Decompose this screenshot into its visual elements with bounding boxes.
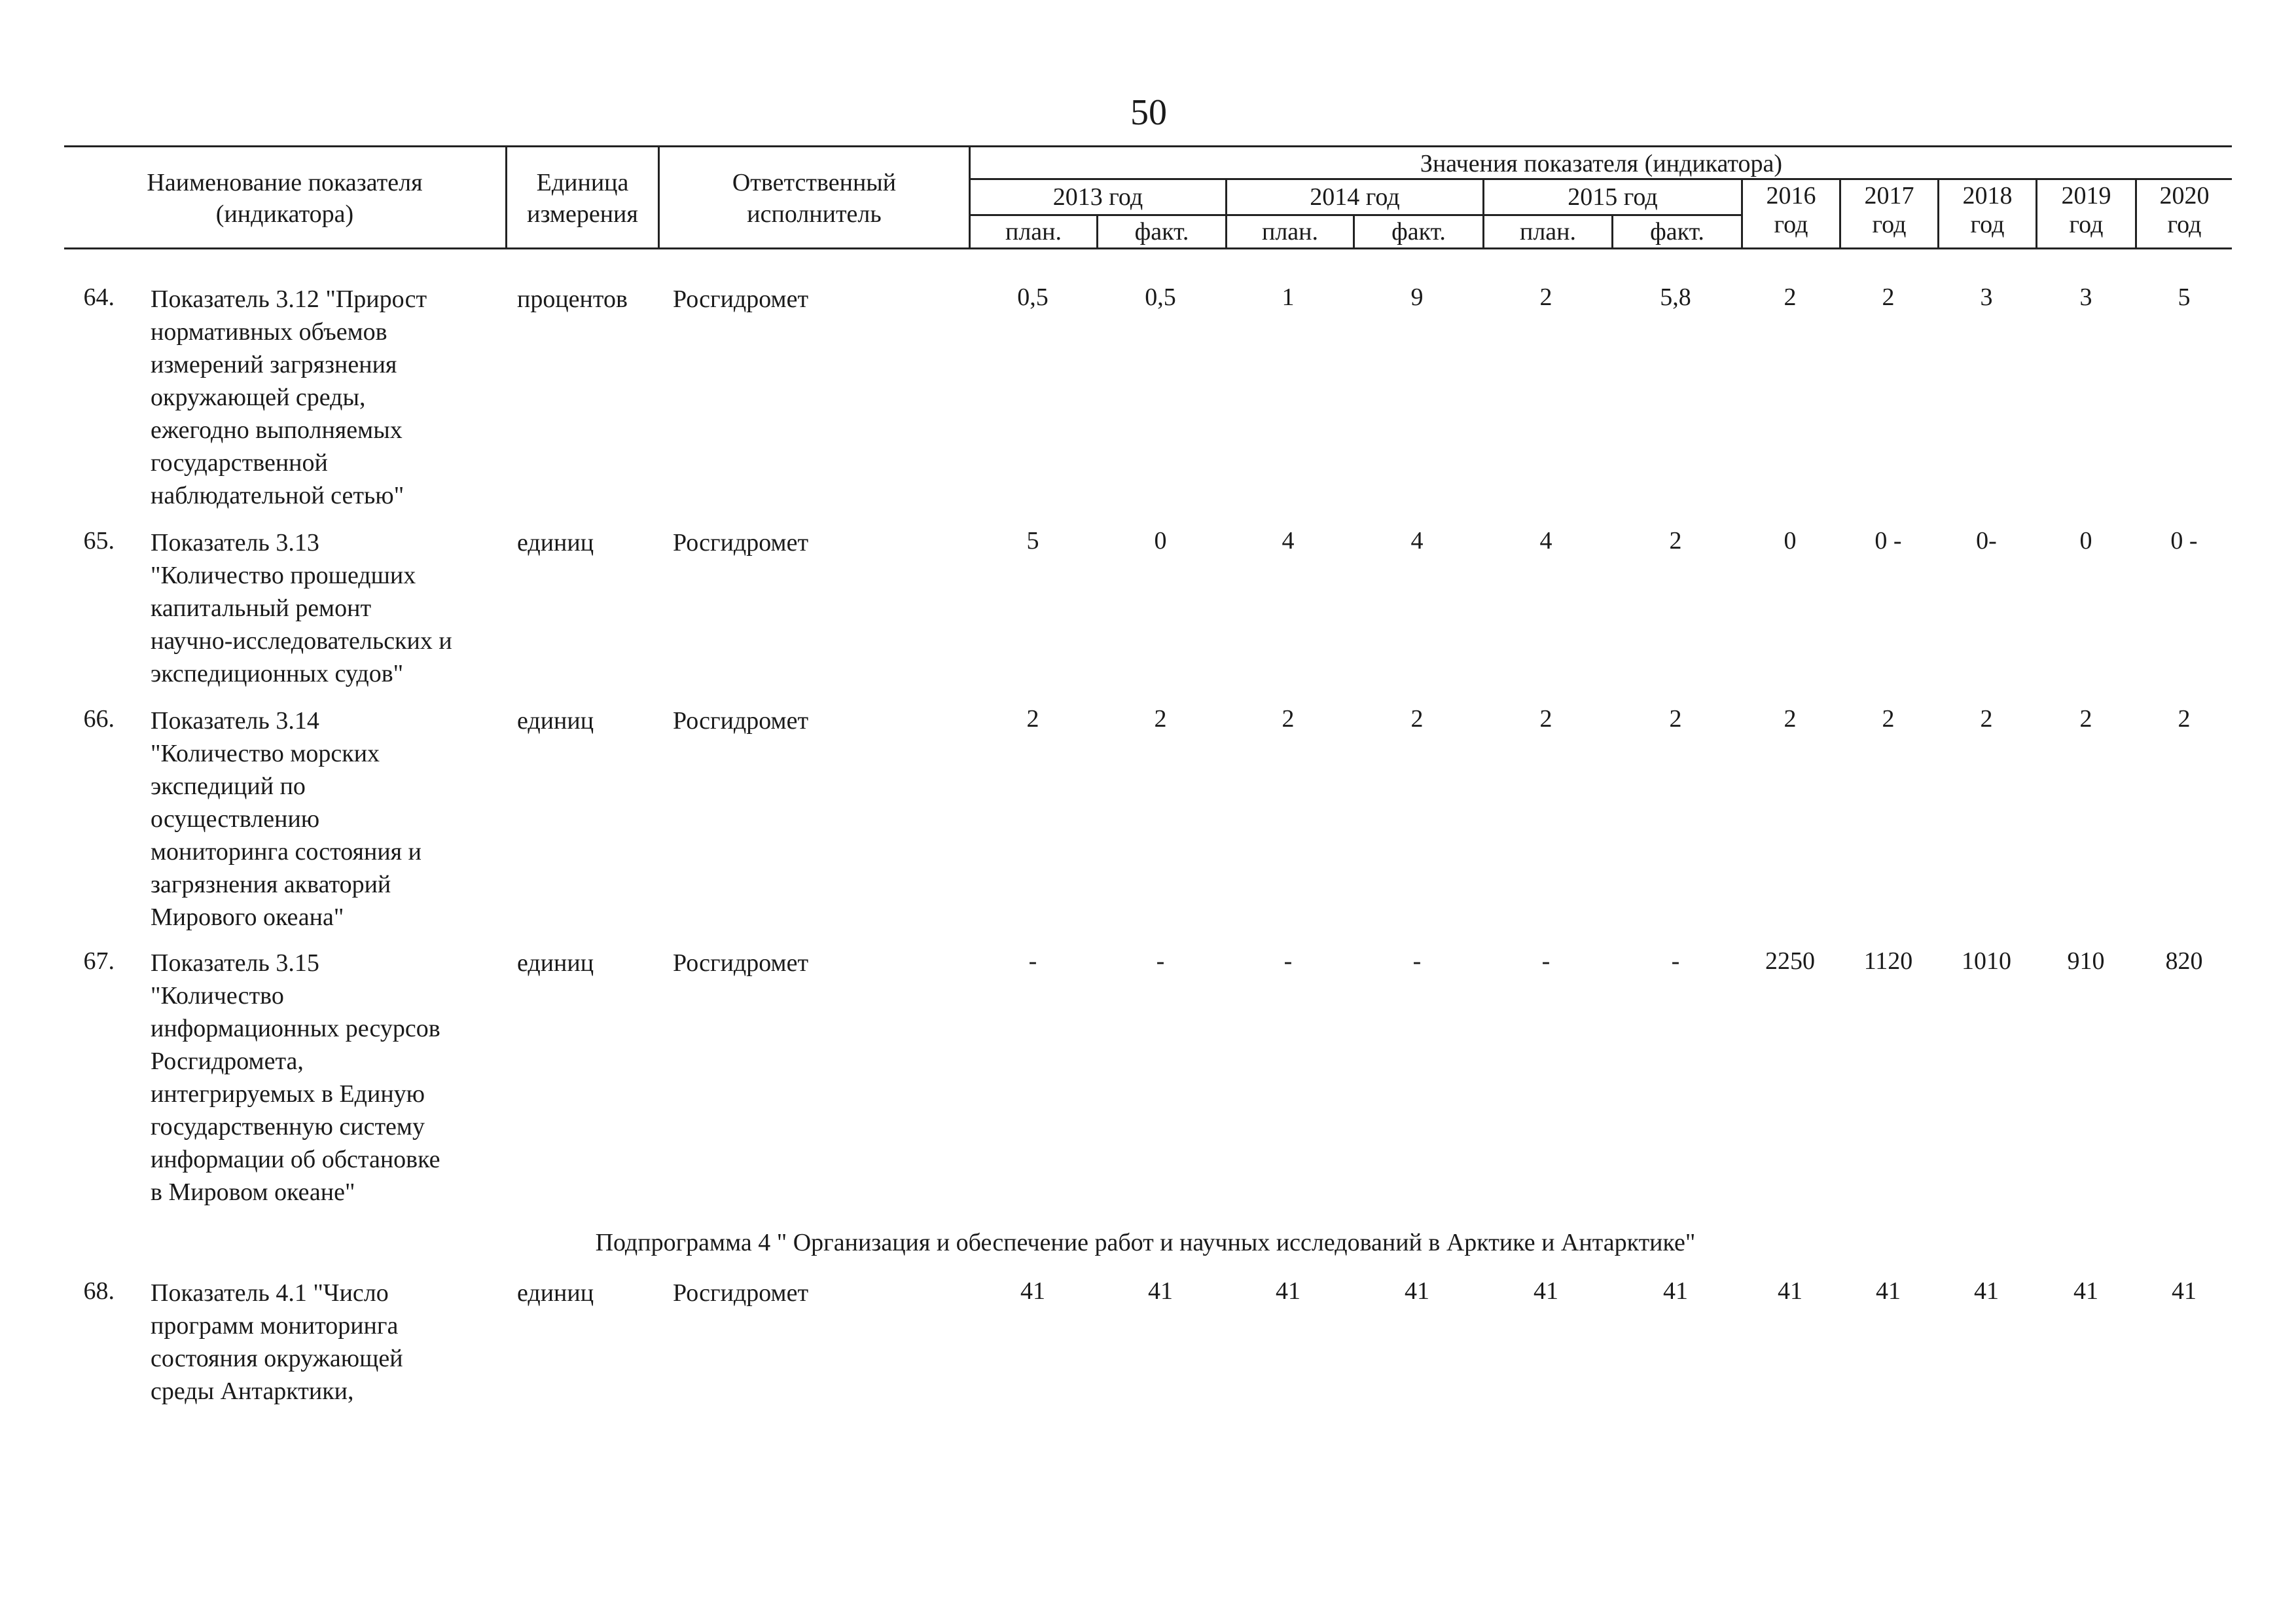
row-value: 41 (1020, 1277, 1045, 1305)
row-number: 64. (83, 283, 115, 311)
page-number: 50 (1130, 92, 1167, 133)
header-year-2014: 2014 год (1310, 183, 1400, 211)
header-year-2013: 2013 год (1052, 183, 1143, 211)
row-value: 2 (1784, 705, 1797, 733)
row-value: 2 (1784, 283, 1797, 311)
header-year-2016: 2016 год (1766, 182, 1816, 238)
row-value: 2 (1669, 527, 1682, 555)
row-value: 2 (1154, 705, 1167, 733)
row-unit: единиц (517, 529, 594, 556)
row-value: 2 (2079, 705, 2092, 733)
row-value: - (1412, 947, 1422, 975)
subprogram-title: Подпрограмма 4 " Организация и обеспечение работ и научных исследований в Арктике и Антарктике" (595, 1229, 1696, 1256)
row-value: 2 (1539, 283, 1552, 311)
row-value: 5 (2178, 283, 2191, 311)
header-2013-plan: план. (1005, 218, 1062, 246)
row-indicator-name: Показатель 4.1 "Число программ мониторинга состояния окружающей среды Антарктики, (151, 1279, 403, 1405)
row-number: 67. (83, 947, 115, 975)
row-responsible: Росгидромет (673, 707, 809, 735)
row-indicator-name: Показатель 3.14 "Количество морских экспедиций по осуществлению мониторинга состояния и загрязнения акваторий Мирового океана" (151, 707, 422, 931)
header-2015-plan: план. (1519, 218, 1576, 246)
header-values-title: Значения показателя (индикатора) (1420, 150, 1783, 177)
row-value: 1010 (1962, 947, 2011, 975)
row-value: 41 (1778, 1277, 1803, 1305)
header-indicator-name: Наименование показателя (индикатора) (147, 169, 423, 228)
row-value: - (1028, 947, 1037, 975)
row-value: 0 (2079, 527, 2092, 555)
header-2015-fact: факт. (1650, 218, 1704, 246)
row-value: 4 (1282, 527, 1295, 555)
row-value: 0 (1784, 527, 1797, 555)
row-value: 2 (1539, 705, 1552, 733)
row-number: 68. (83, 1277, 115, 1305)
row-value: 4 (1539, 527, 1552, 555)
row-value: 2 (1882, 705, 1895, 733)
row-indicator-name: Показатель 3.12 "Прирост нормативных объемов измерений загрязнения окружающей среды, ежегодно выполняемых государственной наблюдательной сетью" (151, 285, 427, 509)
row-value: 3 (2079, 283, 2092, 311)
header-year-2017: 2017 год (1864, 182, 1914, 238)
row-unit: единиц (517, 949, 594, 977)
row-value: 0,5 (1145, 283, 1176, 311)
header-2014-plan: план. (1261, 218, 1318, 246)
row-value: 4 (1410, 527, 1424, 555)
row-value: 0 (1154, 527, 1167, 555)
header-2014-fact: факт. (1391, 218, 1446, 246)
row-value: 41 (2073, 1277, 2098, 1305)
header-year-2019: 2019 год (2061, 182, 2111, 238)
row-value: 41 (1663, 1277, 1688, 1305)
row-value: 2 (1980, 705, 1993, 733)
header-year-2020: 2020 год (2159, 182, 2210, 238)
row-value: 2 (1882, 283, 1895, 311)
row-number: 65. (83, 527, 115, 555)
header-responsible: Ответственный исполнитель (732, 169, 897, 228)
row-value: - (1671, 947, 1680, 975)
row-value: 41 (1276, 1277, 1300, 1305)
row-value: 0- (1976, 527, 1997, 555)
row-value: 41 (1876, 1277, 1901, 1305)
row-value: - (1156, 947, 1165, 975)
row-value: 5 (1026, 527, 1039, 555)
row-value: 41 (1534, 1277, 1558, 1305)
row-value: 2 (2178, 705, 2191, 733)
row-unit: единиц (517, 707, 594, 735)
row-indicator-name: Показатель 3.15 "Количество информационных ресурсов Росгидромета, интегрируемых в Единую государственную систему информации об обстановке в Мировом океане" (151, 949, 440, 1206)
row-responsible: Росгидромет (673, 949, 809, 977)
row-value: 2 (1669, 705, 1682, 733)
row-value: 41 (1974, 1277, 1999, 1305)
header-unit: Единица измерения (527, 169, 638, 228)
row-value: 3 (1980, 283, 1993, 311)
row-value: 2 (1282, 705, 1295, 733)
row-value: 2250 (1765, 947, 1815, 975)
row-responsible: Росгидромет (673, 1279, 809, 1307)
row-value: 910 (2067, 947, 2105, 975)
row-value: 2 (1026, 705, 1039, 733)
row-indicator-name: Показатель 3.13 "Количество прошедших капитальный ремонт научно-исследовательских и экспедиционных судов" (151, 529, 452, 687)
table-top-rule (64, 145, 2232, 147)
row-value: 0 - (2170, 527, 2198, 555)
row-value: 41 (2172, 1277, 2197, 1305)
row-number: 66. (83, 705, 115, 733)
row-value: 5,8 (1660, 283, 1691, 311)
row-responsible: Росгидромет (673, 285, 809, 313)
row-responsible: Росгидромет (673, 529, 809, 556)
header-2013-fact: факт. (1134, 218, 1189, 246)
row-unit: процентов (517, 285, 628, 313)
table-header-bottom-rule (64, 247, 2232, 249)
row-value: 41 (1405, 1277, 1429, 1305)
row-value: 41 (1148, 1277, 1173, 1305)
row-value: 1120 (1863, 947, 1913, 975)
row-value: - (1541, 947, 1551, 975)
row-unit: единиц (517, 1279, 594, 1307)
row-value: 0,5 (1017, 283, 1049, 311)
row-value: 9 (1410, 283, 1424, 311)
header-year-2018: 2018 год (1962, 182, 2013, 238)
row-value: - (1283, 947, 1293, 975)
row-value: 0 - (1874, 527, 1902, 555)
row-value: 820 (2165, 947, 2203, 975)
header-year-2015: 2015 год (1568, 183, 1658, 211)
row-value: 1 (1282, 283, 1295, 311)
row-value: 2 (1410, 705, 1424, 733)
